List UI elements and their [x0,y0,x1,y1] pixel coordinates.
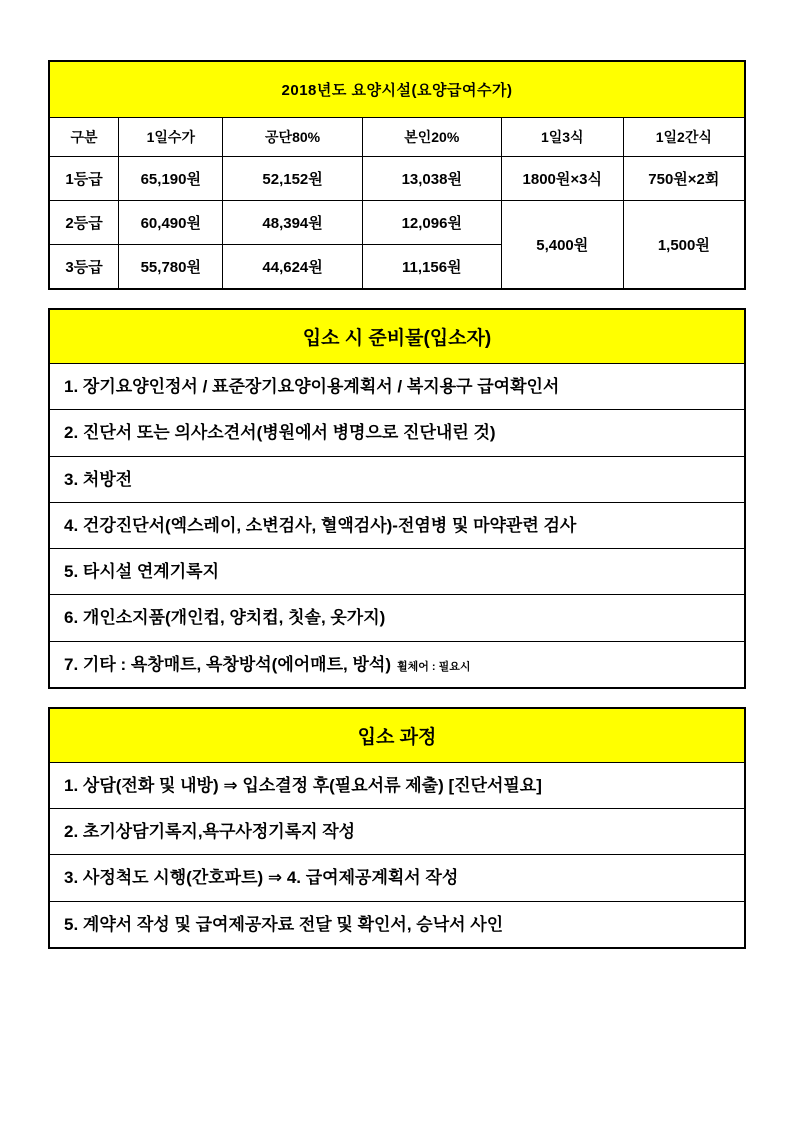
cell-meals-merged: 5,400원 [501,201,623,290]
cell-insurer: 44,624원 [223,245,362,290]
list-item: 2. 초기상담기록지,욕구사정기록지 작성 [50,809,744,855]
column-header-self: 본인20% [362,118,501,157]
fee-table [48,60,746,290]
list-item: 3. 처방전 [50,457,744,503]
cell-grade: 2등급 [49,201,119,245]
cell-snacks: 750원×2회 [623,157,745,201]
table-row-title [49,61,745,118]
fee-table-title: 2018년도 요양시설(요양급여수가) [49,61,745,118]
preparation-block-title: 입소 시 준비물(입소자) [50,310,744,364]
preparation-block [48,308,746,689]
cell-daily: 60,490원 [119,201,223,245]
column-header-daily: 1일수가 [119,118,223,157]
list-item: 3. 사정척도 시행(간호파트) ⇒ 4. 급여제공계획서 작성 [50,855,744,901]
cell-daily: 55,780원 [119,245,223,290]
column-header-grade: 구분 [49,118,119,157]
table-row [49,157,745,201]
cell-self: 12,096원 [362,201,501,245]
table-row-header [49,118,745,157]
list-item-with-note [50,642,744,687]
cell-daily: 65,190원 [119,157,223,201]
cell-insurer: 48,394원 [223,201,362,245]
process-block-title: 입소 과정 [50,709,744,763]
list-item-label: 7. 기타 : 욕창매트, 욕창방석(에어매트, 방석) [64,654,391,674]
column-header-snacks: 1일2간식 [623,118,745,157]
list-item: 5. 타시설 연계기록지 [50,549,744,595]
list-item: 4. 건강진단서(엑스레이, 소변검사, 혈액검사)-전염병 및 마약관련 검사 [50,503,744,549]
cell-grade: 3등급 [49,245,119,290]
column-header-insurer: 공단80% [223,118,362,157]
process-block [48,707,746,949]
cell-self: 11,156원 [362,245,501,290]
list-item: 1. 상담(전화 및 내방) ⇒ 입소결정 후(필요서류 제출) [진단서필요] [50,763,744,809]
list-item: 1. 장기요양인정서 / 표준장기요양이용계획서 / 복지용구 급여확인서 [50,364,744,410]
list-item: 5. 계약서 작성 및 급여제공자료 전달 및 확인서, 승낙서 사인 [64,914,504,934]
column-header-meals: 1일3식 [501,118,623,157]
cell-meals: 1800원×3식 [501,157,623,201]
wheelchair-note: 휠체어 : 필요시 [396,660,471,673]
cell-snacks-merged: 1,500원 [623,201,745,290]
cell-self: 13,038원 [362,157,501,201]
list-item: 6. 개인소지품(개인컵, 양치컵, 칫솔, 옷가지) [50,595,744,641]
cell-grade: 1등급 [49,157,119,201]
table-row [49,201,745,245]
list-item: 2. 진단서 또는 의사소견서(병원에서 병명으로 진단내린 것) [50,410,744,456]
cell-insurer: 52,152원 [223,157,362,201]
